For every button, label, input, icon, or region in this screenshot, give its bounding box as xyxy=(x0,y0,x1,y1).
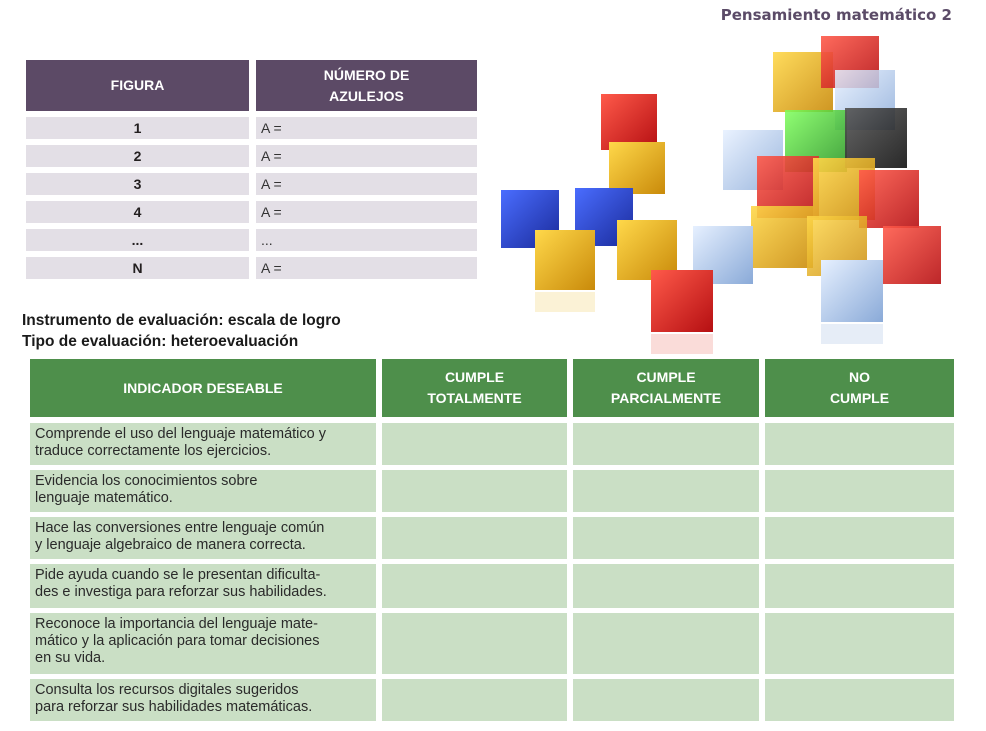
indicator-cell: Hace las conversiones entre lenguaje común y lenguaje algebraico de manera correcta. xyxy=(30,517,376,559)
no-cumple-cell[interactable] xyxy=(765,517,954,559)
tiles-table xyxy=(26,60,477,285)
cumple-parcialmente-cell[interactable] xyxy=(573,423,759,465)
tiles-row xyxy=(26,173,477,195)
tiles-row xyxy=(26,229,477,251)
figure-cell: 2 xyxy=(26,145,249,167)
header-figura-label: FIGURA xyxy=(110,77,165,93)
cumple-totalmente-cell[interactable] xyxy=(382,470,567,512)
header-indicador-deseable xyxy=(30,359,376,417)
cumple-totalmente-cell[interactable] xyxy=(382,517,567,559)
tiles-table-header xyxy=(26,60,477,111)
no-cumple-cell[interactable] xyxy=(765,470,954,512)
cumple-totalmente-cell[interactable] xyxy=(382,564,567,608)
evaluation-instrument: Instrumento de evaluación: escala de logro xyxy=(22,312,341,329)
rubric-header xyxy=(30,359,954,417)
tiles-count-cell: A = xyxy=(256,173,477,195)
header-cumple-parcialmente xyxy=(573,359,759,417)
tiles-row xyxy=(26,257,477,279)
header-numero-azulejos xyxy=(256,60,477,111)
cumple-parcialmente-cell[interactable] xyxy=(573,613,759,674)
cumple-parcialmente-cell[interactable] xyxy=(573,564,759,608)
no-cumple-cell[interactable] xyxy=(765,613,954,674)
indicator-cell: Consulta los recursos digitales sugeridos para reforzar sus habilidades matemáticas. xyxy=(30,679,376,721)
tiles-count-cell: ... xyxy=(256,229,477,251)
rubric-table xyxy=(30,359,954,726)
tiles-count-cell: A = xyxy=(256,145,477,167)
figure-cell: N xyxy=(26,257,249,279)
header-no-cumple xyxy=(765,359,954,417)
cumple-totalmente-cell[interactable] xyxy=(382,423,567,465)
figure-cell: 4 xyxy=(26,201,249,223)
rubric-row xyxy=(30,470,954,512)
no-cumple-cell[interactable] xyxy=(765,679,954,721)
cumple-parcialmente-cell[interactable] xyxy=(573,470,759,512)
cumple-parcialmente-cell[interactable] xyxy=(573,517,759,559)
cumple-parcialmente-cell[interactable] xyxy=(573,679,759,721)
figure-cell: ... xyxy=(26,229,249,251)
rubric-row xyxy=(30,679,954,721)
evaluation-type: Tipo de evaluación: heteroevaluación xyxy=(22,333,299,350)
cumple-totalmente-cell[interactable] xyxy=(382,679,567,721)
page-header-title: Pensamiento matemático 2 xyxy=(720,6,952,24)
tiles-row xyxy=(26,145,477,167)
figure-cell: 1 xyxy=(26,117,249,139)
colored-cubes-icon xyxy=(495,30,955,360)
indicator-cell: Pide ayuda cuando se le presentan dificulta- des e investiga para reforzar sus habilidades. xyxy=(30,564,376,608)
rubric-row xyxy=(30,423,954,465)
rubric-row xyxy=(30,613,954,674)
header-numero-azulejos-label: NÚMERO DE AZULEJOS xyxy=(323,66,410,104)
tiles-count-cell: A = xyxy=(256,201,477,223)
cumple-totalmente-cell[interactable] xyxy=(382,613,567,674)
no-cumple-cell[interactable] xyxy=(765,423,954,465)
rubric-row xyxy=(30,517,954,559)
tiles-row xyxy=(26,201,477,223)
indicator-cell: Evidencia los conocimientos sobre lenguaje matemático. xyxy=(30,470,376,512)
indicator-cell: Comprende el uso del lenguaje matemático y traduce correctamente los ejercicios. xyxy=(30,423,376,465)
header-figura xyxy=(26,60,249,111)
tiles-row xyxy=(26,117,477,139)
rubric-row xyxy=(30,564,954,608)
header-cumple-totalmente-label: CUMPLE TOTALMENTE xyxy=(427,369,522,406)
no-cumple-cell[interactable] xyxy=(765,564,954,608)
header-cumple-parcialmente-label: CUMPLE PARCIALMENTE xyxy=(610,369,722,406)
header-indicador-label: INDICADOR DESEABLE xyxy=(123,379,283,396)
indicator-cell: Reconoce la importancia del lenguaje mate- mático y la aplicación para tomar decisiones en su vida. xyxy=(30,613,376,674)
figure-cell: 3 xyxy=(26,173,249,195)
header-no-cumple-label: NO CUMPLE xyxy=(829,369,890,406)
tiles-count-cell: A = xyxy=(256,257,477,279)
header-cumple-totalmente xyxy=(382,359,567,417)
tiles-count-cell: A = xyxy=(256,117,477,139)
